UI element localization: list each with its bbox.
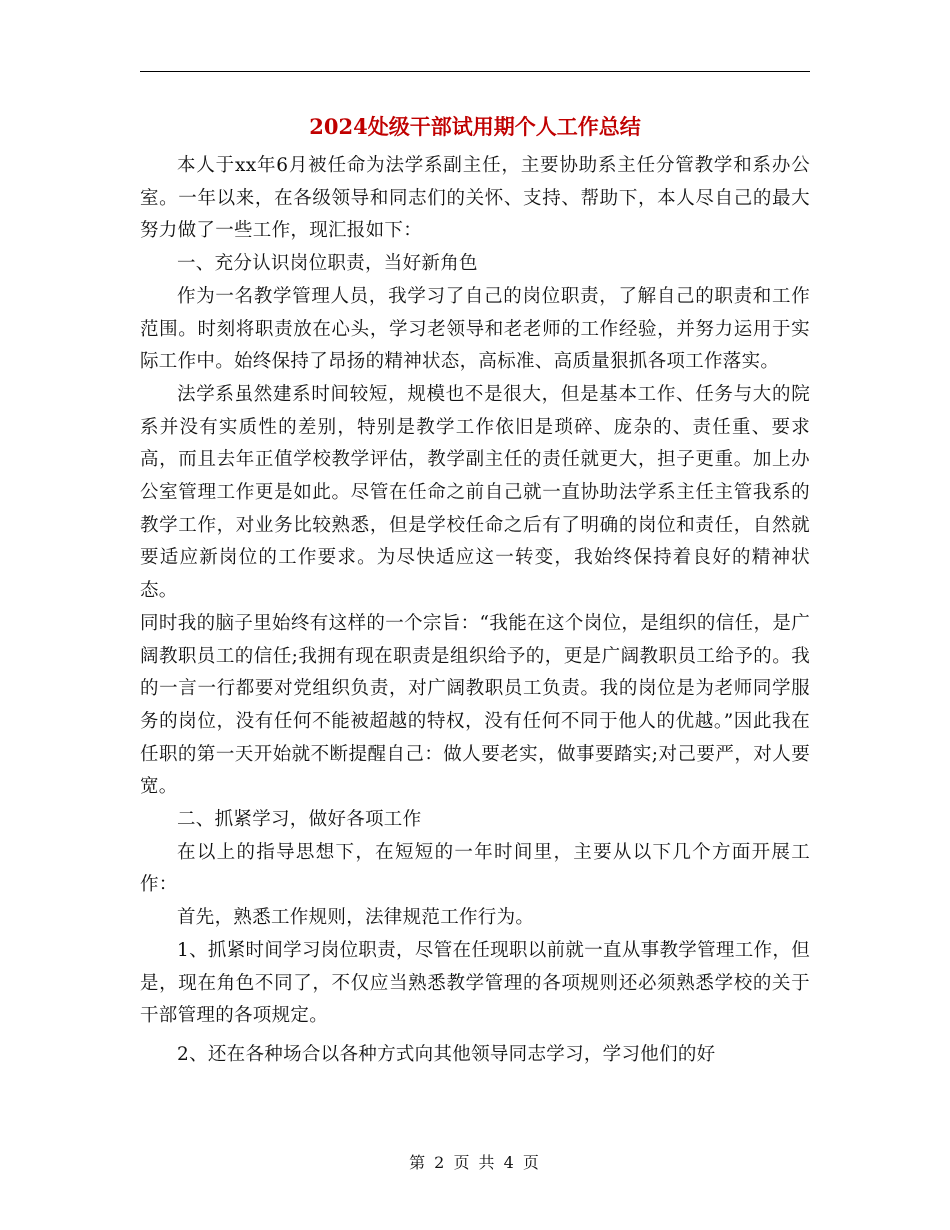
list-item: 1、抓紧时间学习岗位职责，尽管在任现职以前就一直从事教学管理工作，但是，现在角色不同了，不仅应当熟悉教学管理的各项规则还必须熟悉学校的关于干部管理的各项规定。 bbox=[140, 939, 810, 1027]
paragraph-intro: 本人于xx年6月被任命为法学系副主任，主要协助系主任分管教学和系办公室。一年以来，在各级领导和同志们的关怀、支持、帮助下，本人尽自己的最大努力做了一些工作，现汇报如下： bbox=[140, 155, 810, 242]
paragraph: 法学系虽然建系时间较短，规模也不是很大，但是基本工作、任务与大的院系并没有实质性的差别，特别是教学工作依旧是琐碎、庞杂的、责任重、要求高，而且去年正值学校教学评估，教学副主任的责任就更大，担子更重。加上办公室管理工作更是如此。尽管在任命之前自己就一直协助法学系主任主管我系的教学工作，对业务比较熟悉，但是学校任命之后有了明确的岗位和责任，自然就要适应新岗位的工作要求。为尽快适应这一转变，我始终保持着良好的精神状态。 bbox=[140, 383, 810, 602]
section-heading-1: 一、充分认识岗位职责，当好新角色 bbox=[177, 253, 478, 275]
section-heading-2: 二、抓紧学习，做好各项工作 bbox=[177, 809, 422, 831]
paragraph: 首先，熟悉工作规则，法律规范工作行为。 bbox=[177, 907, 535, 929]
paragraph: 在以上的指导思想下，在短短的一年时间里，主要从以下几个方面开展工作： bbox=[140, 841, 810, 896]
document-body bbox=[140, 150, 810, 1072]
document-title: 2024处级干部试用期个人工作总结 bbox=[309, 114, 641, 139]
header-rule bbox=[140, 71, 810, 72]
list-item: 2、还在各种场合以各种方式向其他领导同志学习，学习他们的好 bbox=[177, 1043, 716, 1065]
page-number: 第 2 页 共 4 页 bbox=[409, 1153, 541, 1172]
paragraph: 作为一名教学管理人员，我学习了自己的岗位职责，了解自己的职责和工作范围。时刻将职责放在心头，学习老领导和老老师的工作经验，并努力运用于实际工作中。始终保持了昂扬的精神状态，高标准、高质量狠抓各项工作落实。 bbox=[140, 285, 810, 373]
paragraph: 同时我的脑子里始终有这样的一个宗旨：“我能在这个岗位，是组织的信任，是广阔教职员工的信任;我拥有现在职责是组织给予的，更是广阔教职员工给予的。我的一言一行都要对党组织负责，对广阔教职员工负责。我的岗位是为老师同学服务的岗位，没有任何不能被超越的特权，没有任何不同于他人的优越。”因此我在任职的第一天开始就不断提醒自己：做人要老实，做事要踏实;对己要严，对人要宽。 bbox=[140, 612, 810, 798]
